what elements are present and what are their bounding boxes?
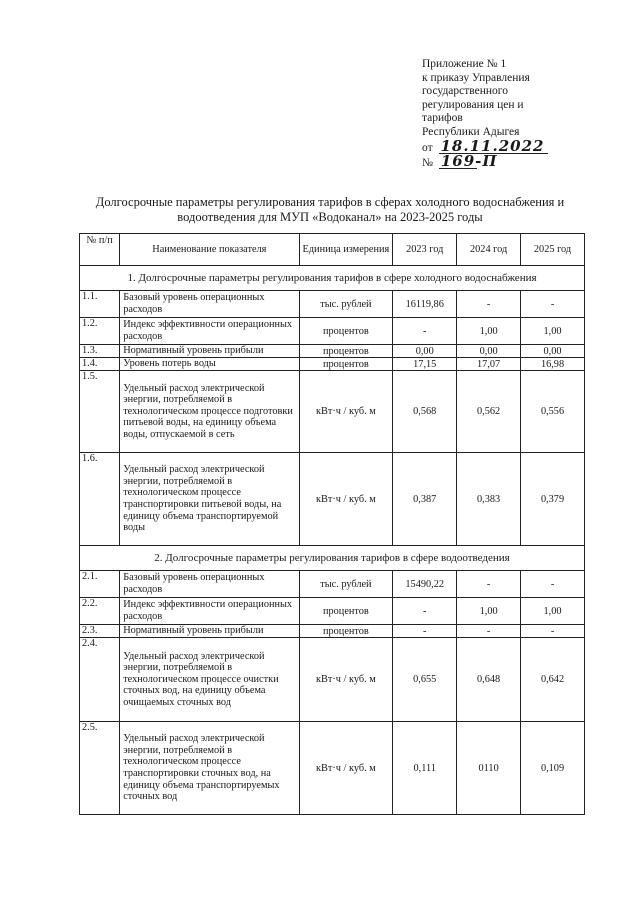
- row-unit: кВт·ч / куб. м: [299, 371, 393, 453]
- row-value-2024: -: [457, 571, 521, 598]
- parameters-table: [79, 233, 585, 815]
- appendix-line: тарифов: [422, 112, 463, 125]
- row-unit: процентов: [299, 318, 393, 345]
- appendix-line: Республики Адыгея: [422, 125, 520, 138]
- row-value-2024: 0110: [457, 722, 521, 815]
- row-value-2025: 1,00: [521, 598, 585, 625]
- table-row: [80, 571, 585, 598]
- appendix-block: [422, 58, 602, 171]
- header-name: Наименование показателя: [120, 234, 299, 266]
- row-unit: процентов: [299, 625, 393, 638]
- row-value-2023: 0,111: [393, 722, 457, 815]
- table-row: [80, 358, 585, 371]
- row-value-2023: 0,387: [393, 453, 457, 546]
- section-title: 2. Долгосрочные параметры регулирования тарифов в сфере водоотведения: [80, 546, 585, 571]
- row-value-2024: 17,07: [457, 358, 521, 371]
- row-name: Удельный расход электрической энергии, потребляемой в технологическом процессе транспортировки питьевой воды, на единицу объема транспортируемой воды: [120, 453, 299, 546]
- row-unit: процентов: [299, 345, 393, 358]
- row-num: 1.2.: [80, 318, 120, 345]
- row-name: Нормативный уровень прибыли: [120, 345, 299, 358]
- row-value-2024: 1,00: [457, 318, 521, 345]
- row-num: 1.3.: [80, 345, 120, 358]
- row-name: Базовый уровень операционных расходов: [120, 571, 299, 598]
- row-value-2025: 0,109: [521, 722, 585, 815]
- row-name: Удельный расход электрической энергии, потребляемой в технологическом процессе подготовки питьевой воды, на единицу объема воды, отпускаемой в сеть: [120, 371, 299, 453]
- table-row: [80, 318, 585, 345]
- row-num: 1.6.: [80, 453, 120, 546]
- row-value-2025: -: [521, 625, 585, 638]
- table-header-row: [80, 234, 585, 266]
- row-name: Индекс эффективности операционных расходов: [120, 598, 299, 625]
- row-value-2025: 1,00: [521, 318, 585, 345]
- header-num: № п/п: [80, 234, 120, 266]
- number-prefix: №: [422, 157, 433, 170]
- row-value-2024: 0,00: [457, 345, 521, 358]
- row-value-2024: 0,562: [457, 371, 521, 453]
- table-row: [80, 371, 585, 453]
- section-title: 1. Долгосрочные параметры регулирования тарифов в сфере холодного водоснабжения: [80, 266, 585, 291]
- row-unit: процентов: [299, 358, 393, 371]
- row-value-2023: 0,568: [393, 371, 457, 453]
- table-row: [80, 625, 585, 638]
- header-2025: 2025 год: [521, 234, 585, 266]
- section-row: [80, 266, 585, 291]
- row-value-2025: 0,556: [521, 371, 585, 453]
- row-num: 1.4.: [80, 358, 120, 371]
- row-value-2025: 0,642: [521, 638, 585, 722]
- row-value-2023: 0,00: [393, 345, 457, 358]
- document-title: Долгосрочные параметры регулирования тарифов в сферах холодного водоснабжения и водоотведения для МУП «Водоканал» на 2023-2025 годы: [95, 195, 565, 224]
- row-name: Нормативный уровень прибыли: [120, 625, 299, 638]
- table-row: [80, 345, 585, 358]
- appendix-line: регулирования цен и: [422, 98, 524, 111]
- row-value-2023: 15490,22: [393, 571, 457, 598]
- row-value-2023: -: [393, 598, 457, 625]
- table-row: [80, 638, 585, 722]
- row-name: Уровень потерь воды: [120, 358, 299, 371]
- row-value-2025: -: [521, 291, 585, 318]
- row-name: Базовый уровень операционных расходов: [120, 291, 299, 318]
- appendix-line: к приказу Управления: [422, 71, 530, 84]
- header-2023: 2023 год: [393, 234, 457, 266]
- row-value-2023: 17,15: [393, 358, 457, 371]
- order-number-line: [422, 152, 602, 171]
- appendix-line: государственного: [422, 85, 508, 98]
- row-unit: кВт·ч / куб. м: [299, 722, 393, 815]
- section-row: [80, 546, 585, 571]
- row-value-2025: 0,00: [521, 345, 585, 358]
- row-value-2025: -: [521, 571, 585, 598]
- header-2024: 2024 год: [457, 234, 521, 266]
- row-value-2024: -: [457, 625, 521, 638]
- table-row: [80, 598, 585, 625]
- handwritten-date: 18.11.2022: [439, 140, 548, 154]
- row-unit: процентов: [299, 598, 393, 625]
- header-unit: Единица измерения: [299, 234, 393, 266]
- table-row: [80, 291, 585, 318]
- row-value-2024: 0,648: [457, 638, 521, 722]
- row-num: 1.5.: [80, 371, 120, 453]
- row-name: Удельный расход электрической энергии, потребляемой в технологическом процессе транспортировки сточных вод, на единицу объема транспортируемых сточных вод: [120, 722, 299, 815]
- row-unit: тыс. рублей: [299, 571, 393, 598]
- row-value-2025: 16,98: [521, 358, 585, 371]
- table-row: [80, 453, 585, 546]
- row-value-2023: 16119,86: [393, 291, 457, 318]
- row-num: 2.2.: [80, 598, 120, 625]
- row-num: 2.3.: [80, 625, 120, 638]
- row-unit: кВт·ч / куб. м: [299, 453, 393, 546]
- row-value-2023: 0,655: [393, 638, 457, 722]
- row-name: Индекс эффективности операционных расходов: [120, 318, 299, 345]
- row-num: 2.1.: [80, 571, 120, 598]
- row-value-2024: 0,383: [457, 453, 521, 546]
- table-row: [80, 722, 585, 815]
- row-value-2023: -: [393, 318, 457, 345]
- row-value-2024: 1,00: [457, 598, 521, 625]
- appendix-line: Приложение № 1: [422, 58, 507, 70]
- row-unit: тыс. рублей: [299, 291, 393, 318]
- row-unit: кВт·ч / куб. м: [299, 638, 393, 722]
- row-value-2024: -: [457, 291, 521, 318]
- row-num: 2.5.: [80, 722, 120, 815]
- row-num: 2.4.: [80, 638, 120, 722]
- row-num: 1.1.: [80, 291, 120, 318]
- handwritten-number: 169-П: [440, 152, 498, 171]
- row-name: Удельный расход электрической энергии, потребляемой в технологическом процессе очистки сточных вод, на единицу объема очищаемых сточных вод: [120, 638, 299, 722]
- row-value-2023: -: [393, 625, 457, 638]
- row-value-2025: 0,379: [521, 453, 585, 546]
- date-prefix: от: [422, 141, 433, 154]
